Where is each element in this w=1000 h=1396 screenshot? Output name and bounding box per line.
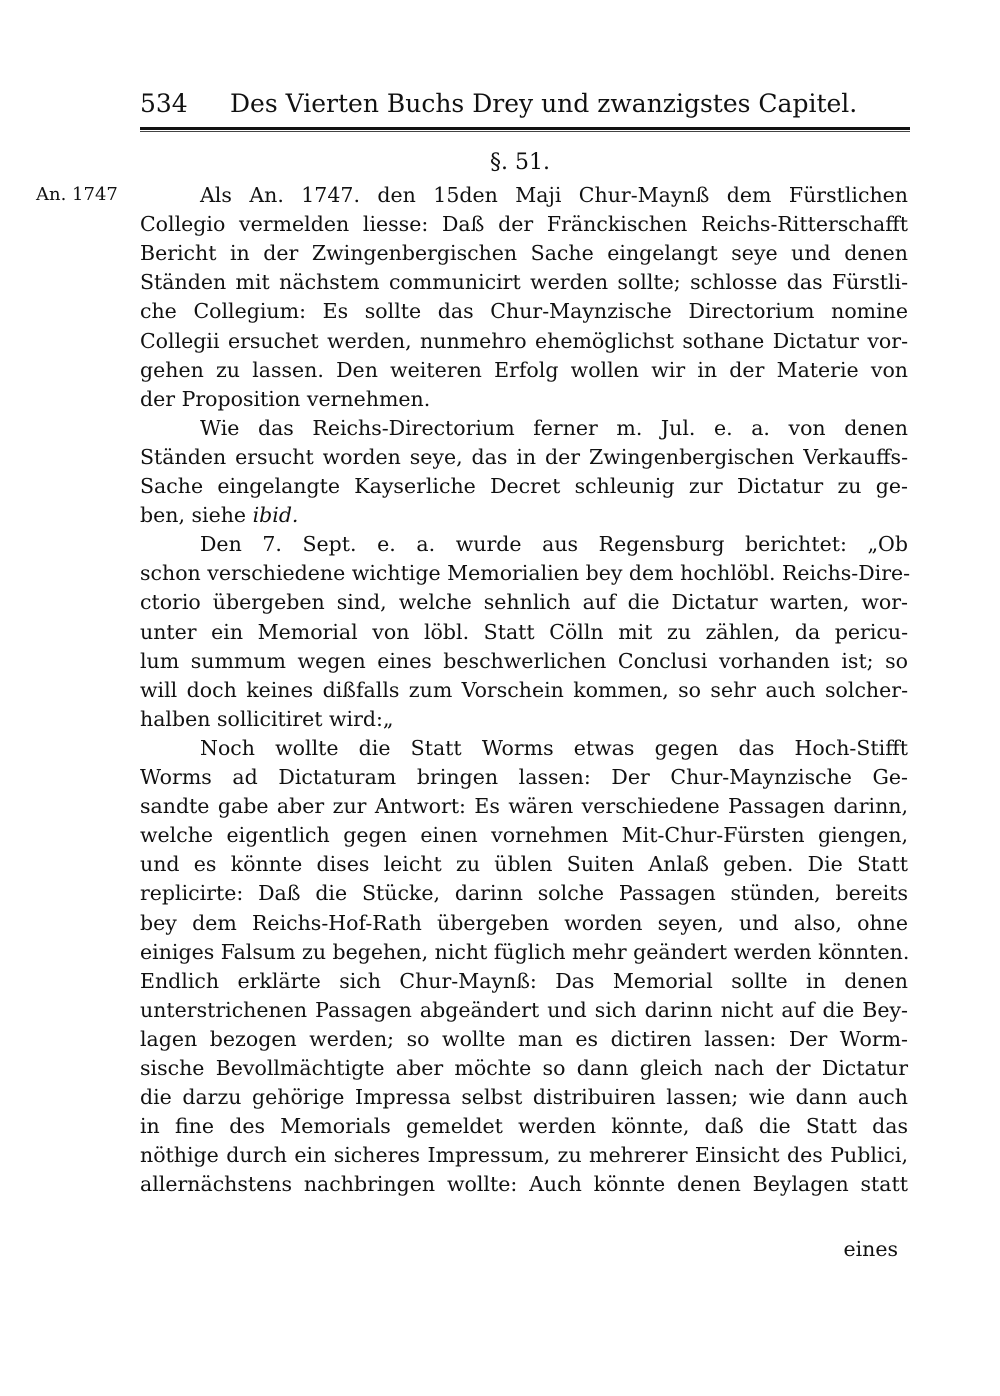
text-line [140,500,908,530]
text-line-content: Ständen ersucht worden seye, das in der Zwingenbergischen Verkauffs- [140,444,908,469]
text-line-content: sische Bevollmächtigte aber möchte so dann gleich nach der Dictatur [140,1056,908,1080]
text-line [140,675,908,705]
text-line-content: in fine des Memorials gemeldet werden könnte, daß die Statt das [140,1114,908,1139]
text-line [140,995,908,1025]
text-line-content: nöthige durch ein sicheres Impressum, zu mehrerer Einsicht des Publici, [140,1143,908,1168]
text-line [140,617,908,647]
text-line [140,326,908,356]
text-line [140,1024,908,1054]
header-rule [140,127,910,130]
text-line [140,471,908,501]
text-line-content: ben, siehe [140,503,247,528]
text-line [140,209,908,239]
text-line [140,762,908,792]
catchword: eines [843,1237,898,1261]
text-line-content: einiges Falsum zu begehen, nicht füglich mehr geändert werden könnten. [140,939,910,964]
text-line-content: der Proposition vernehmen. [140,386,431,411]
text-line-content: Collegii ersuchet werden, nunmehro ehemöglichst sothane Dictatur vor- [140,328,908,353]
text-line-content: will doch keines dißfalls zum Vorschein kommen, so sehr auch solcher- [140,677,908,702]
text-line-content: Wie das Reichs-Directorium ferner m. Jul. e. a. von denen [200,415,908,440]
text-line [140,1082,908,1112]
text-line-content: che Collegium: Es sollte das Chur-Maynzische Directorium nomine [140,299,908,324]
text-line-content: gehen zu lassen. Den weiteren Erfolg wollen wir in der Materie von [140,357,908,382]
text-line-content: halben sollicitiret wird:„ [140,706,394,731]
text-line-content: unter ein Memorial von löbl. Statt Cölln mit zu zählen, da pericu- [140,619,908,644]
text-line-content: allernächstens nachbringen wollte: Auch könnte denen Beylagen statt [140,1172,908,1197]
text-line [140,1053,908,1083]
text-line-content: lagen bezogen werden; so wollte man es dictiren lassen: Der Worm- [140,1026,908,1051]
text-line-content: Sache eingelangte Kayserliche Decret schleunig zur Dictatur zu ge- [140,474,908,498]
text-line [140,966,908,996]
text-line [200,180,908,210]
text-line [140,267,908,297]
section-number: §. 51. [490,150,550,175]
text-line-content: und es könnte dises leicht zu üblen Suiten Anlaß geben. Die Statt [140,852,908,877]
text-line [200,529,908,559]
text-line-content: lum summum wegen eines beschwerlichen Conclusi vorhanden ist; so [140,648,908,673]
text-line [140,296,908,326]
text-line [140,849,908,879]
text-line [140,384,908,414]
text-line-content: sandte gabe aber zur Antwort: Es wären verschiedene Passagen darinn, [140,794,908,819]
text-line-content: schon verschiedene wichtige Memorialien bey dem hochlöbl. Reichs-Dire- [140,561,911,586]
text-line-content: Den 7. Sept. e. a. wurde aus Regensburg berichtet: „Ob [200,532,908,557]
running-head [140,84,900,124]
text-line-content: Als An. 1747. den 15den Maji Chur-Maynß dem Fürstlichen [200,183,908,207]
text-line-content: Noch wollte die Statt Worms etwas gegen das Hoch-Stifft [200,735,908,760]
text-line [140,558,911,588]
text-line-content: die darzu gehörige Impressa selbst distribuiren lassen; wie dann auch [140,1085,908,1110]
text-line [200,733,908,763]
text-line [200,413,908,443]
text-line [140,1111,908,1141]
text-line [140,646,908,676]
margin-note-year: An. 1747 [36,184,118,205]
text-line [140,1140,908,1170]
text-line-content: replicirte: Daß die Stücke, darinn solche Passagen stünden, bereits [140,881,908,906]
text-line-content: ctorio übergeben sind, welche sehnlich auf die Dictatur warten, wor- [140,590,908,615]
text-line [140,820,908,850]
text-line [140,704,908,734]
text-line-content: welche eigentlich gegen einen vornehmen Mit-Chur-Fürsten giengen, [140,823,908,848]
chapter-heading: Des Vierten Buchs Drey und zwanzigstes Capitel. [230,89,858,118]
text-line [140,908,908,938]
text-line-content: Endlich erklärte sich Chur-Maynß: Das Memorial sollte in denen [140,968,908,993]
text-line-content: unterstrichenen Passagen abgeändert und sich darinn nicht auf die Bey- [140,997,908,1022]
text-line [140,1169,908,1199]
text-line [140,238,908,268]
text-line [140,791,908,821]
text-line [140,937,908,967]
text-line-content: Collegio vermelden liesse: Daß der Fränckischen Reichs-Ritterschafft [140,212,908,237]
text-line [140,442,908,472]
text-line [140,587,908,617]
text-line-content: bey dem Reichs-Hof-Rath übergeben worden seyen, und also, ohne [140,910,908,935]
text-line-content: Worms ad Dictaturam bringen lassen: Der Chur-Maynzische Ge- [140,765,908,789]
italic-reference: ibid. [252,503,299,528]
page-number: 534 [140,89,188,118]
text-line-content: Ständen mit nächstem communicirt werden sollte; schlosse das Fürstli- [140,270,908,295]
text-line [140,878,908,908]
text-line-content: Bericht in der Zwingenbergischen Sache eingelangt seye und denen [140,241,908,266]
header-rule-thin [140,131,910,132]
text-line [140,355,908,385]
